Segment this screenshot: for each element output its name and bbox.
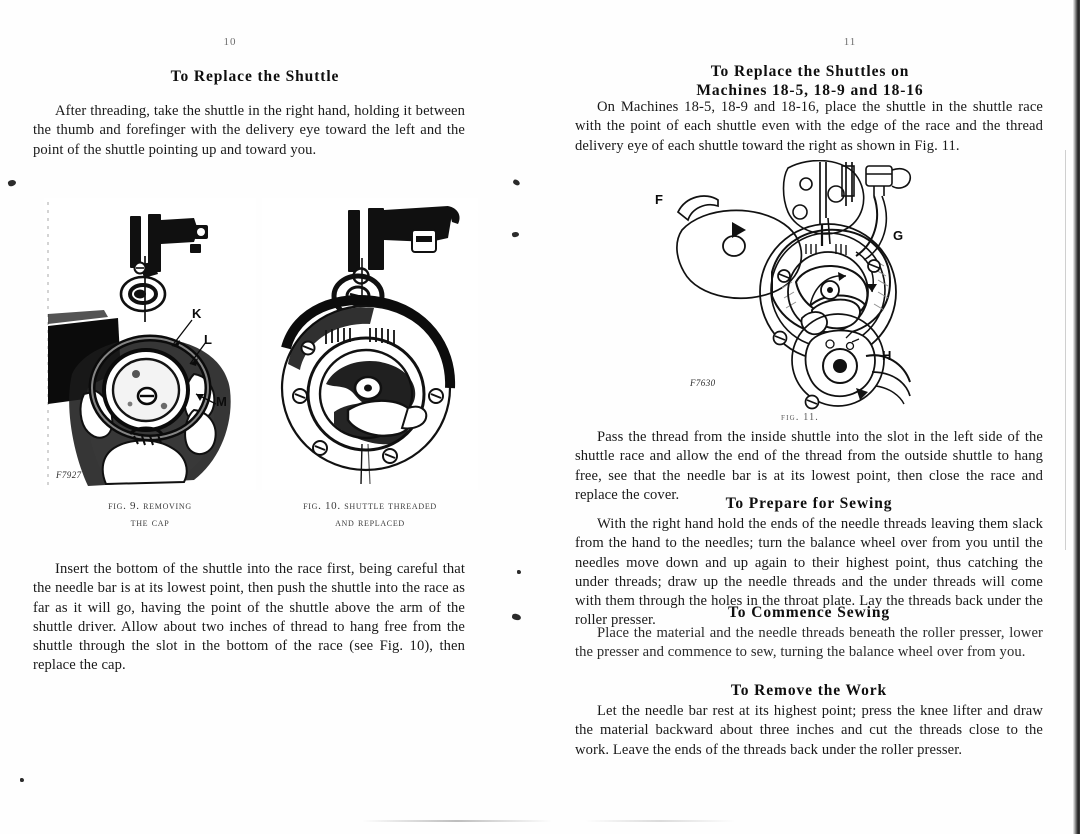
figure-10-caption xyxy=(262,498,478,531)
figure-11-illustration xyxy=(660,160,980,410)
section-heading-commence-sewing: To Commence Sewing xyxy=(727,604,890,621)
figure-10-caption-line-1: fig. 10. shuttle threaded xyxy=(303,500,437,512)
left-intro-paragraph: After threading, take the shuttle in the right hand, holding it between the thumb and forefinger with the delivery eye toward the left and the point of the shuttle pointing up and toward you. xyxy=(33,103,465,158)
left-page-folio: 10 xyxy=(223,36,237,48)
right-page-folio: 11 xyxy=(843,36,857,48)
scan-speck xyxy=(517,570,521,574)
section-paragraph-prepare-for-sewing: With the right hand hold the ends of the needle threads leaving them slack from the hand to the needles; turn the balance wheel over from you until the needles move down and up again to their highest point, thus catching the under threads; draw up the needle threads and the under threads will come with them through the holes in the throat plate. Lay the threads back under the roller presser. xyxy=(575,516,1043,629)
figure-10 xyxy=(262,198,478,490)
scan-speck xyxy=(20,778,24,782)
section-paragraph-commence-sewing: Place the material and the needle threads beneath the roller presser, lower the presser and commence to sew, turning the balance wheel over from you. xyxy=(575,625,1043,661)
scan-speck xyxy=(512,231,520,237)
left-closing-paragraph: Insert the bottom of the shuttle into the race first, being careful that the needle bar is at its lowest point, then push the shuttle into the race as far as it will go, having the point of the shuttle above the arm of the shuttle driver. Allow about two inches of thread to hang free from the shuttle through the slot in the bottom of the race (see Fig. 10), then replace the cap. xyxy=(33,561,465,674)
left-page-heading: To Replace the Shuttle xyxy=(170,68,340,85)
section-heading-remove-the-work: To Remove the Work xyxy=(730,682,888,699)
figure-11-caption: fig. 11. xyxy=(780,412,819,423)
section-paragraph-remove-the-work: Let the needle bar rest at its highest point; press the knee lifter and draw the material backward about three inches and cut the threads close to the work. Leave the ends of the threads back under the roller presser. xyxy=(575,703,1043,758)
right-page xyxy=(540,0,1080,834)
figure-9-caption-line-2: the cap xyxy=(130,516,170,529)
figure-11-callout-h: H xyxy=(882,348,892,363)
figure-9-illustration xyxy=(44,198,256,490)
page-edge-line xyxy=(1065,150,1066,550)
figure-9-callout-m: M xyxy=(216,394,227,409)
section-heading-prepare-for-sewing: To Prepare for Sewing xyxy=(725,495,893,512)
right-heading-line-2: Machines 18-5, 18-9 and 18-16 xyxy=(696,82,924,100)
left-page xyxy=(0,0,510,834)
figure-11-plate-number: F7630 xyxy=(690,378,716,388)
figure-9 xyxy=(44,198,256,490)
scan-speck xyxy=(511,613,521,621)
figure-11 xyxy=(655,160,980,410)
figure-9-plate-number: F7927 xyxy=(56,470,82,480)
scan-binding-edge xyxy=(1073,0,1080,834)
scan-speck xyxy=(512,179,521,187)
scan-bottom-smudge xyxy=(362,820,552,822)
figure-11-callout-g: G xyxy=(893,228,904,243)
figure-9-callout-l: L xyxy=(204,332,212,347)
right-page-heading xyxy=(580,62,1040,100)
figure-9-callout-k: K xyxy=(192,306,202,321)
right-after-figure-paragraph: Pass the thread from the inside shuttle into the slot in the left side of the shuttle race and allow the end of the thread from the outside shuttle to hang free, see that the needle bar is at its lowest point, then close the race and replace the cover. xyxy=(575,429,1043,503)
right-heading-line-1: To Replace the Shuttles on xyxy=(710,63,910,80)
right-intro-paragraph: On Machines 18-5, 18-9 and 18-16, place the shuttle in the shuttle race with the point of each shuttle even with the edge of the race and the thread delivery eye of each shuttle toward the right as shown in Fig. 11. xyxy=(575,99,1043,154)
figure-10-caption-line-2: and replaced xyxy=(335,516,405,529)
figure-9-caption xyxy=(44,498,256,531)
figure-9-caption-line-1: fig. 9. removing xyxy=(108,500,192,512)
scan-bottom-smudge xyxy=(585,820,735,822)
figure-11-callout-f: F xyxy=(655,192,663,207)
figure-10-illustration xyxy=(262,198,478,490)
